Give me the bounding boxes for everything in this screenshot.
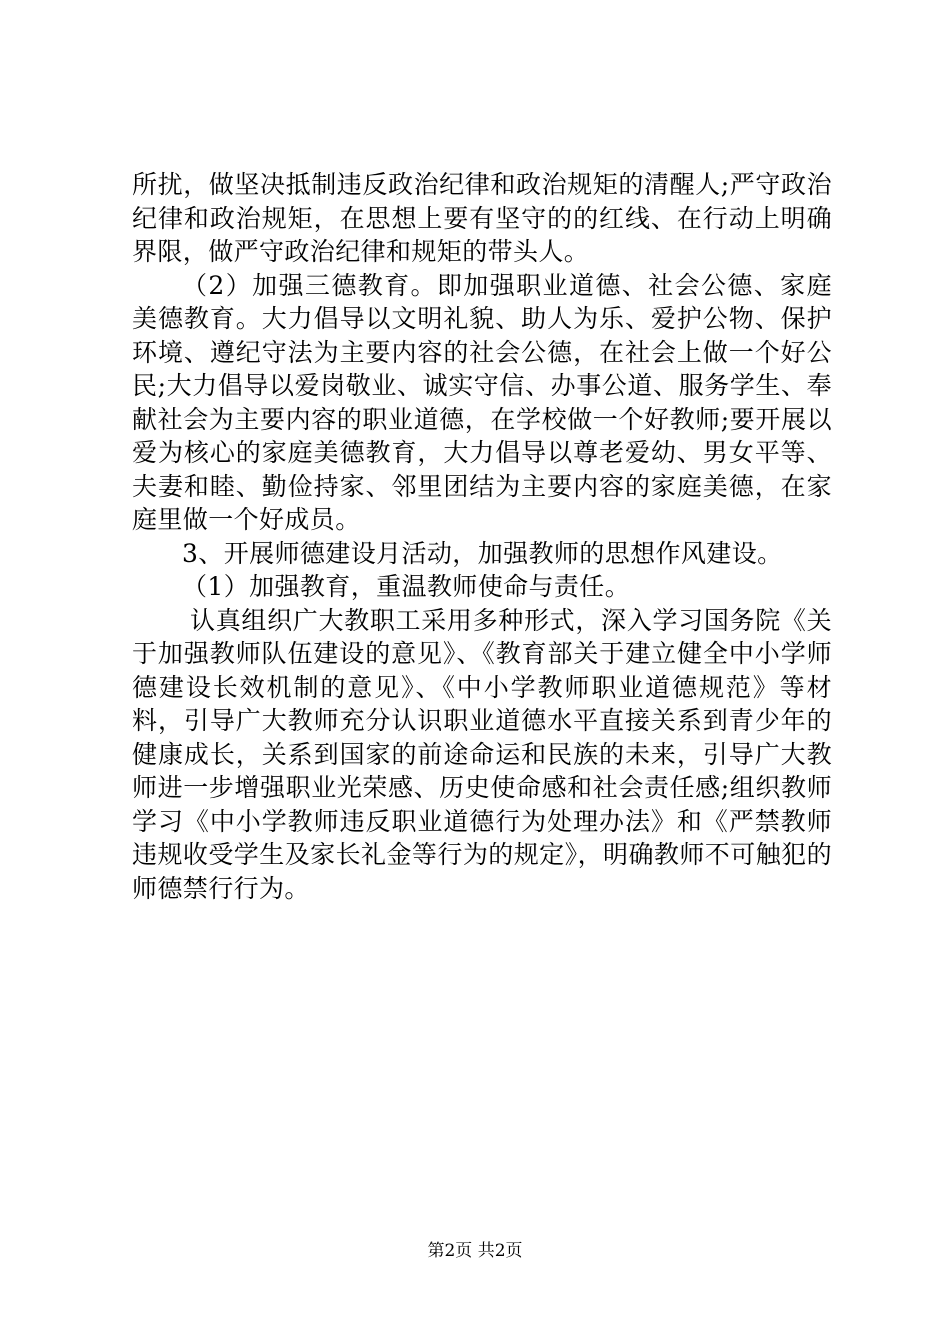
paragraph-continuation: 所扰，做坚决抵制违反政治纪律和政治规矩的清醒人;严守政治纪律和政治规矩，在思想上要有坚守的的红线、在行动上明确界限，做严守政治纪律和规矩的带头人。: [132, 170, 832, 266]
page-number-footer: 第2页 共2页: [427, 1241, 523, 1261]
paragraph-three-virtues: （2）加强三德教育。即加强职业道德、社会公德、家庭美德教育。大力倡导以文明礼貌、助人为乐、爱护公物、保护环境、遵纪守法为主要内容的社会公德，在社会上做一个好公民;大力倡导以爱岗敬业、诚实守信、办事公道、服务学生、奉献社会为主要内容的职业道德，在学校做一个好教师;要开展以爱为核心的家庭美德教育，大力倡导以尊老爱幼、男女平等、夫妻和睦、勤俭持家、邻里团结为主要内容的家庭美德，在家庭里做一个好成员。: [132, 270, 832, 534]
paragraph-subheading: （1）加强教育，重温教师使命与责任。: [182, 572, 631, 601]
document-body: [132, 168, 832, 905]
paragraph-section-heading: 3、开展师德建设月活动，加强教师的思想作风建设。: [182, 538, 783, 568]
paragraph-study-materials: 认真组织广大教职工采用多种形式，深入学习国务院《关于加强教师队伍建设的意见》、《教育部关于建立健全中小学师德建设长效机制的意见》、《中小学教师职业道德规范》等材料，引导广大教师充分认识职业道德水平直接关系到青少年的健康成长，关系到国家的前途命运和民族的未来，引导广大教师进一步增强职业光荣感、历史使命感和社会责任感;组织教师学习《中小学教师违反职业道德行为处理办法》和《严禁教师违规收受学生及家长礼金等行为的规定》，明确教师不可触犯的师德禁行行为。: [132, 605, 832, 903]
